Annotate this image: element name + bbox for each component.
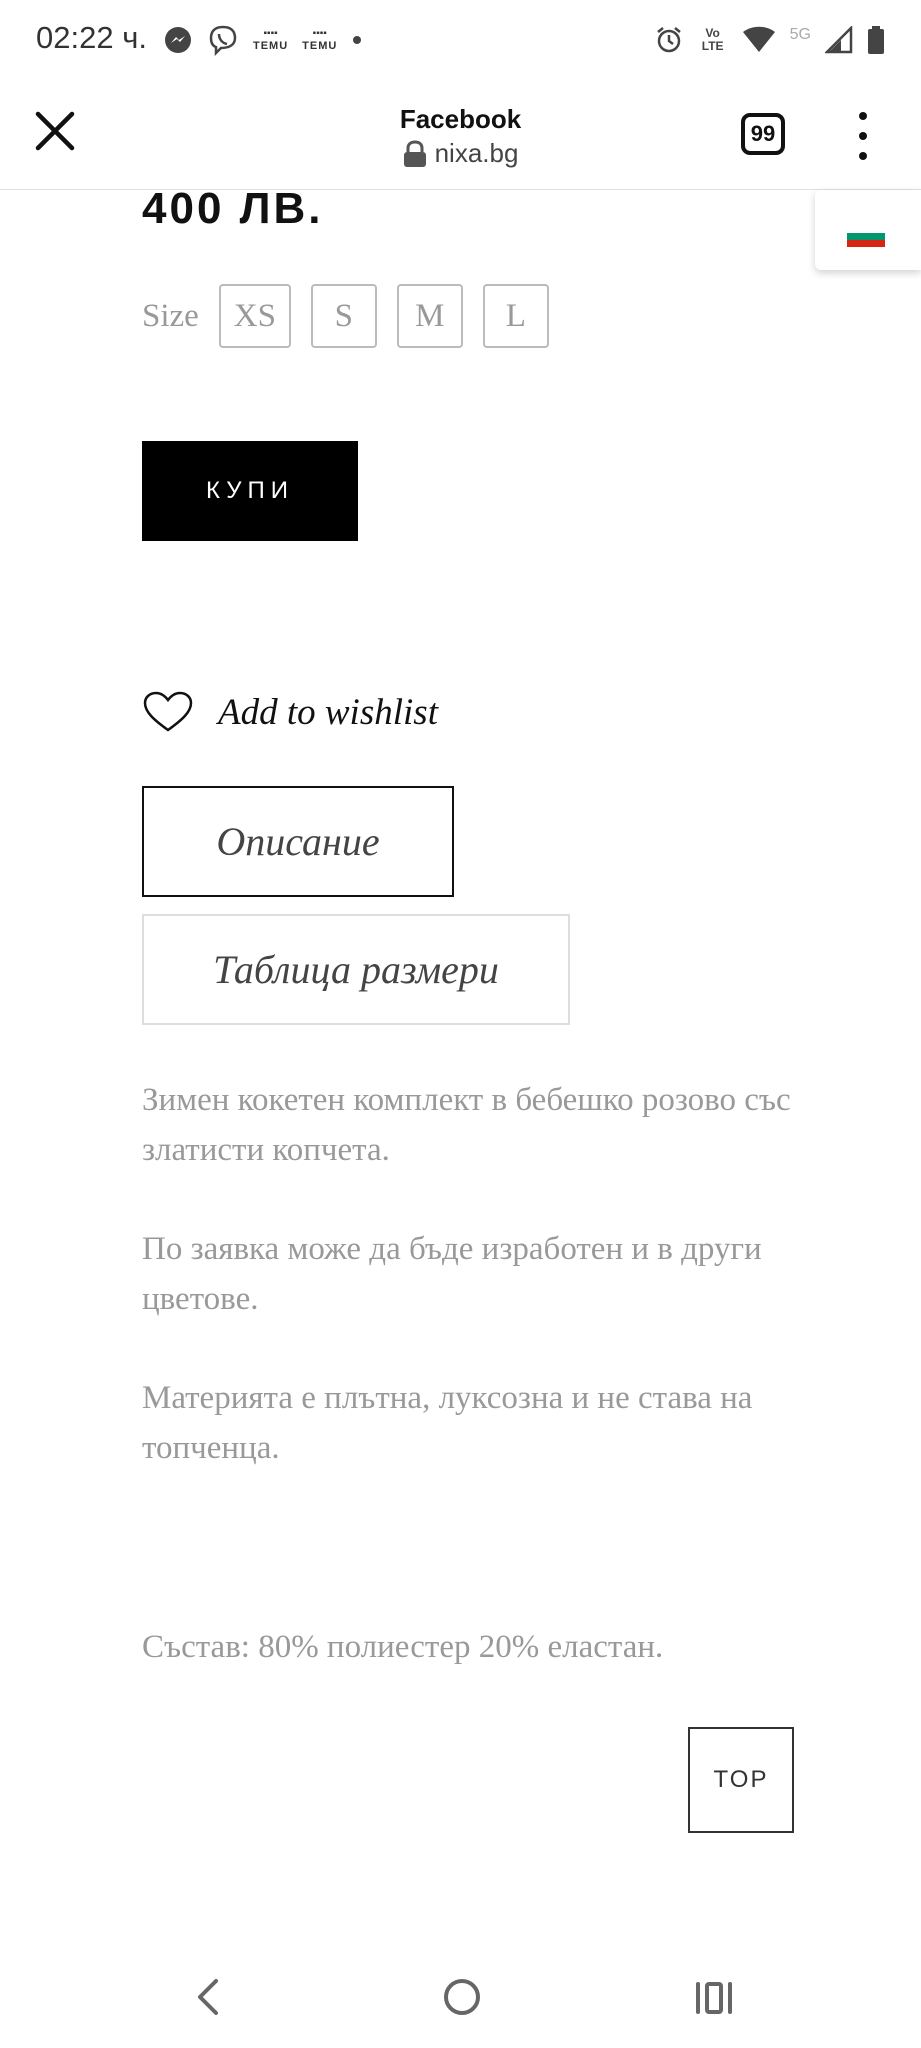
flag-stripe-white	[847, 226, 885, 233]
viber-icon	[207, 24, 239, 56]
cell-signal-icon	[825, 26, 853, 54]
size-option-m[interactable]: M	[397, 284, 463, 348]
recent-apps-icon[interactable]	[694, 1980, 734, 2016]
more-notifications-dot-icon	[351, 34, 363, 46]
temu-notification-icon: ▪▪▪▪ TEMU	[253, 28, 289, 52]
add-to-wishlist[interactable]	[142, 690, 438, 734]
home-icon[interactable]	[440, 1975, 484, 2019]
status-system-icons	[654, 20, 885, 60]
tab-size-chart[interactable]: Таблица размери	[142, 914, 570, 1025]
status-time: 02:22 ч.	[36, 20, 147, 55]
size-selector	[142, 284, 549, 348]
size-label: Size	[142, 297, 199, 334]
lock-icon	[403, 140, 427, 168]
buy-button[interactable]: КУПИ	[142, 441, 358, 541]
wifi-icon	[742, 26, 776, 54]
heart-icon	[142, 690, 194, 734]
flag-stripe-green	[847, 233, 885, 240]
back-icon[interactable]	[188, 1975, 228, 2019]
wishlist-label: Add to wishlist	[218, 691, 438, 733]
scroll-to-top-button[interactable]: TOP	[688, 1727, 794, 1833]
description-paragraph: Зимен кокетен комплект в бебешко розово със златисти копчета.	[142, 1082, 791, 1168]
size-option-l[interactable]: L	[483, 284, 549, 348]
browser-title: Facebook	[399, 104, 522, 134]
battery-icon	[867, 25, 885, 55]
size-option-s[interactable]: S	[311, 284, 377, 348]
description-paragraph: По заявка може да бъде изработен и в други цветове.	[142, 1231, 762, 1317]
composition-text: Състав: 80% полиестер 20% еластан.	[142, 1629, 664, 1665]
product-price: 400 ЛВ.	[142, 184, 324, 233]
tab-switcher-button[interactable]: 99	[741, 113, 785, 155]
tab-description[interactable]: Описание	[142, 786, 454, 897]
temu-notification-icon-2: ▪▪▪▪ TEMU	[302, 28, 338, 52]
alarm-icon	[654, 25, 684, 55]
bulgarian-flag-icon	[847, 226, 885, 247]
messenger-icon	[163, 25, 193, 55]
size-option-xs[interactable]: XS	[219, 284, 291, 348]
flag-stripe-red	[847, 240, 885, 247]
more-options-icon[interactable]	[857, 112, 869, 160]
status-notification-icons	[163, 20, 363, 60]
url-text: nixa.bg	[434, 138, 519, 168]
language-selector[interactable]	[815, 190, 921, 270]
volte-icon: Vo LTE	[701, 26, 724, 53]
description-paragraph: Материята е плътна, луксозна и не става на топченца.	[142, 1380, 753, 1466]
network-type-label: 5G	[789, 26, 811, 43]
